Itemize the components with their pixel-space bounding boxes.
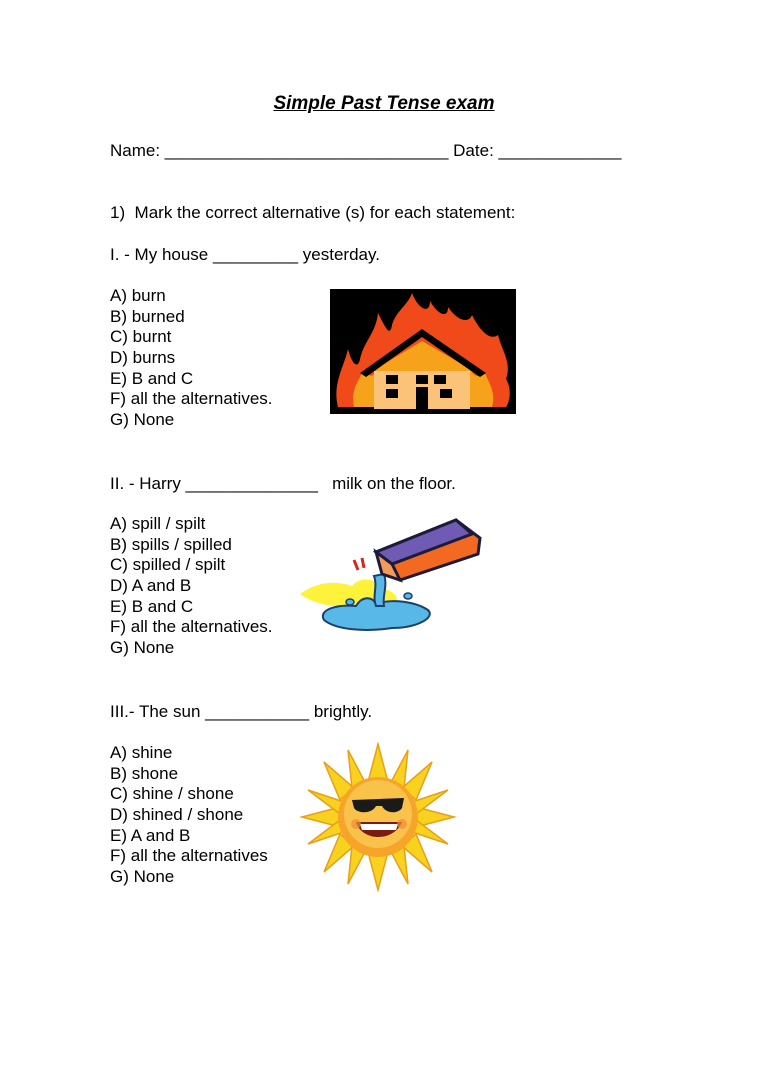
- smiling-sun-icon: [296, 742, 460, 892]
- question-2-stem: II. - Harry ______________ milk on the floor.: [110, 474, 456, 493]
- question-3-options: [110, 743, 268, 888]
- spilled-carton-icon: [296, 516, 486, 636]
- instruction-text: 1) Mark the correct alternative (s) for each statement:: [110, 203, 516, 222]
- option: G) None: [110, 638, 175, 658]
- option: A) burn: [110, 286, 166, 305]
- burning-house-icon: [330, 289, 516, 414]
- option: G) None: [110, 867, 175, 887]
- question-3-stem: III.- The sun ___________ brightly.: [110, 702, 373, 721]
- option: A) spill / spilt: [110, 514, 206, 533]
- option: C) burnt: [110, 327, 172, 347]
- option: F) all the alternatives: [110, 846, 268, 866]
- option: D) A and B: [110, 576, 192, 596]
- option: E) B and C: [110, 368, 194, 388]
- option: G) None: [110, 410, 175, 430]
- option: F) all the alternatives.: [110, 617, 273, 637]
- option: C) shine / shone: [110, 784, 234, 804]
- option: B) shone: [110, 763, 179, 783]
- option: B) burned: [110, 306, 185, 326]
- option: D) shined / shone: [110, 805, 244, 825]
- option: D) burns: [110, 348, 176, 368]
- page-title: Simple Past Tense exam: [273, 93, 495, 114]
- option: B) spills / spilled: [110, 534, 232, 554]
- option: F) all the alternatives.: [110, 389, 273, 409]
- option: C) spilled / spilt: [110, 555, 226, 575]
- option: E) B and C: [110, 596, 194, 616]
- option: A) shine: [110, 743, 173, 762]
- option: E) A and B: [110, 825, 191, 845]
- question-1-stem: I. - My house _________ yesterday.: [110, 245, 380, 264]
- question-2-options: [110, 514, 273, 659]
- name-date-line: Name: ______________________________ Date: _____________: [110, 141, 622, 160]
- question-1-options: [110, 286, 273, 431]
